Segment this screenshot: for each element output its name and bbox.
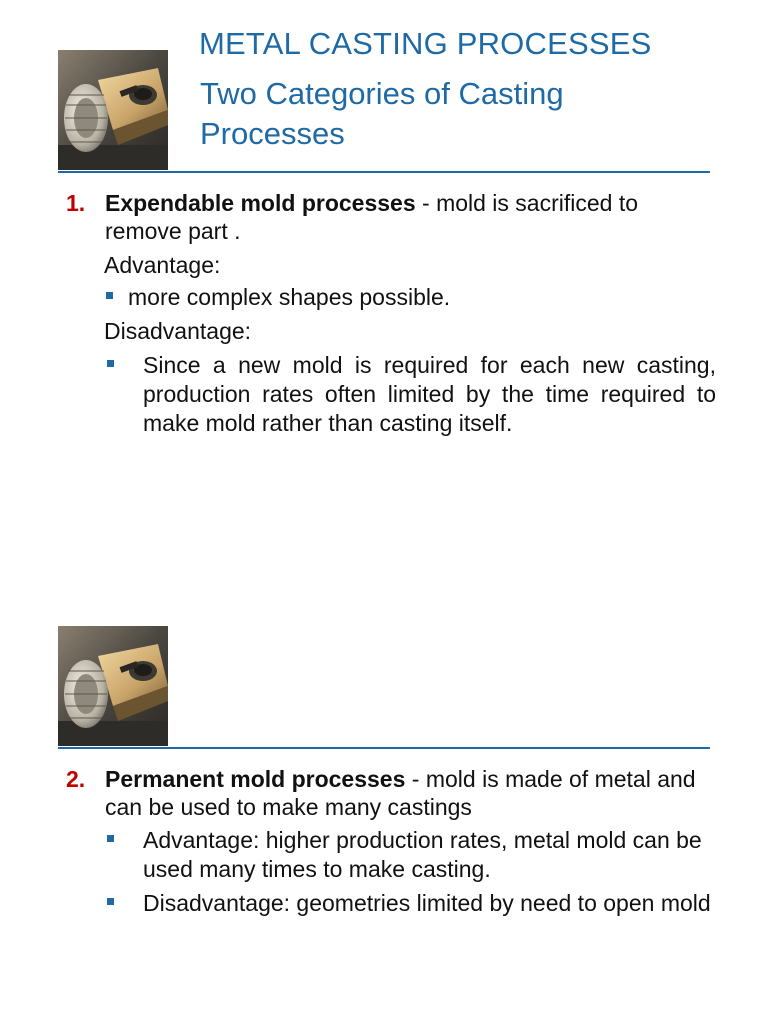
list-item (104, 889, 716, 918)
item-text (105, 189, 716, 245)
casting-photo-top (58, 50, 168, 170)
item-heading: Permanent mold processes (105, 766, 406, 792)
casting-part-image (58, 50, 168, 170)
list-item (104, 283, 714, 312)
bullet-square-icon (106, 292, 113, 299)
list-item-expendable (66, 189, 716, 245)
list-item (104, 826, 716, 884)
bullet-text: Disadvantage: geometries limited by need to open mold (143, 890, 711, 916)
casting-part-image (58, 626, 168, 746)
bullet-text: more complex shapes possible. (128, 284, 451, 310)
item-heading: Expendable mold processes (105, 190, 416, 216)
advantage-label: Advantage: (104, 252, 221, 278)
bullet-square-icon (107, 898, 114, 905)
item-description: - mold is made of metal and can be used to make many castings (105, 766, 696, 820)
item-number: 2. (66, 766, 86, 792)
casting-photo-bottom (58, 626, 168, 746)
bullet-square-icon (107, 360, 114, 367)
bullet-text: Advantage: higher production rates, metal mold can be used many times to make casting. (143, 827, 702, 882)
item-text (105, 765, 716, 821)
item-description: - mold is sacrificed to remove part . (105, 190, 639, 244)
slide-title: METAL CASTING PROCESSES (199, 26, 652, 61)
bullet-text: Since a new mold is required for each new casting, production rates often limited by the time required to make mold rather than casting itself. (143, 352, 716, 436)
list-item-permanent (66, 765, 716, 821)
slide-subtitle: Two Categories of Casting Processes (200, 76, 564, 151)
bullet-square-icon (107, 835, 114, 842)
list-item (104, 351, 716, 438)
disadvantage-label: Disadvantage: (104, 318, 252, 344)
title-divider-top (58, 171, 710, 173)
item-number: 1. (66, 190, 86, 216)
title-divider-bottom (58, 747, 710, 749)
